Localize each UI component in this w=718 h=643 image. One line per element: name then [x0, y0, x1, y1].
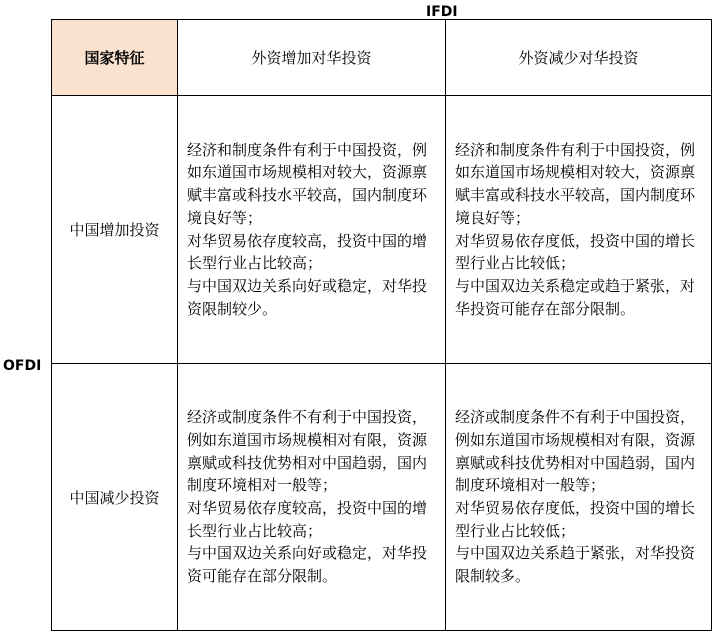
cell-line: 经济或制度条件不有利于中国投资，例如东道国市场规模相对有限，资源禀赋或科技优势相对中国趋弱，国内制度环境相对一般等；: [187, 408, 428, 495]
cell-line: 与中国双边关系向好或稳定，对华投资可能存在部分限制。: [187, 544, 428, 586]
header-row: [52, 20, 712, 96]
cell-china-increase-foreign-decrease: [446, 96, 712, 364]
cell-both-decrease: [446, 364, 712, 631]
table-row: [52, 364, 712, 631]
cell-line: 对华贸易依存度较高，投资中国的增长型行业占比较高；: [187, 231, 428, 273]
cell-line: 对华贸易依存度较高，投资中国的增长型行业占比较高；: [187, 499, 428, 540]
ofdi-axis-label: OFDI: [3, 358, 42, 374]
cell-china-decrease-foreign-increase: [178, 364, 446, 631]
cell-both-increase: [178, 96, 446, 364]
cell-line: 与中国双边关系向好或稳定，对华投资限制较少。: [187, 276, 428, 318]
column-header-increase: 外资增加对华投资: [178, 20, 446, 96]
ifdi-axis-label: IFDI: [426, 4, 458, 20]
cell-line: 经济和制度条件有利于中国投资，例如东道国市场规模相对较大，资源禀赋丰富或科技水平较高，国内制度环境良好等；: [455, 140, 696, 227]
row-header-china-increase: 中国增加投资: [52, 96, 178, 364]
corner-header-cell: 国家特征: [52, 20, 178, 96]
row-header-china-decrease: 中国减少投资: [52, 364, 178, 631]
cell-line: 经济和制度条件有利于中国投资，例如东道国市场规模相对较大，资源禀赋丰富或科技水平较高，国内制度环境良好等；: [187, 140, 428, 227]
cell-line: 对华贸易依存度低，投资中国的增长型行业占比较低；: [455, 499, 696, 540]
cell-line: 对华贸易依存度低，投资中国的增长型行业占比较低；: [455, 231, 696, 273]
investment-matrix-table: [51, 19, 712, 631]
table-row: [52, 96, 712, 364]
column-header-decrease: 外资减少对华投资: [446, 20, 712, 96]
cell-line: 与中国双边关系稳定或趋于紧张，对华投资可能存在部分限制。: [455, 276, 696, 318]
cell-line: 与中国双边关系趋于紧张，对华投资限制较多。: [455, 544, 696, 586]
cell-line: 经济或制度条件不有利于中国投资，例如东道国市场规模相对有限，资源禀赋或科技优势相对中国趋弱，国内制度环境相对一般等；: [455, 408, 696, 495]
